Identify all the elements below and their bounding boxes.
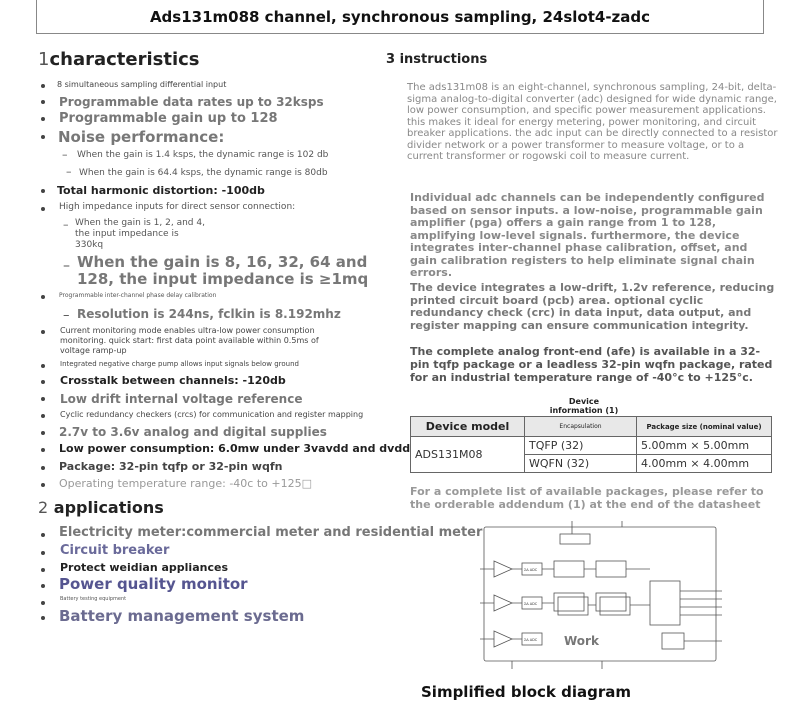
reference-block [560, 534, 590, 544]
bullet [41, 533, 45, 537]
bullet [41, 207, 45, 211]
char-item-line: voltage ramp-up [60, 346, 127, 355]
bullet [41, 135, 45, 139]
bullet [41, 616, 45, 620]
diagram-caption: Simplified block diagram [421, 683, 632, 701]
section3-heading: 3 instructions [386, 52, 488, 67]
char-subitem: 128, the input impedance is ≥1mq [77, 270, 369, 288]
char-subitem: the input impedance is [75, 229, 179, 239]
bullet [41, 431, 45, 435]
bullet [41, 189, 45, 193]
document-title: Ads131m088 channel, synchronous sampling, 24slot4-zadc [149, 7, 651, 26]
table-header-row [411, 417, 772, 437]
char-item: Integrated negative charge pump allows input signals below ground [60, 360, 299, 368]
char-item: Low power consumption: 6.0mw under 3vavdd and dvdd [59, 442, 411, 455]
bullet [41, 466, 45, 470]
bullet [41, 364, 45, 368]
dash-marker: – [63, 308, 70, 323]
char-item: Programmable gain up to 128 [59, 111, 278, 126]
title-bar [36, 0, 764, 34]
table-header: Encapsulation [525, 417, 637, 437]
adc-label: ΣΔ ADC [524, 638, 538, 642]
pga-3 [494, 631, 512, 647]
app-item: Circuit breaker [60, 543, 170, 558]
bullet [41, 397, 45, 401]
bullet [41, 601, 45, 605]
instructions-paragraph-4: The complete analog front-end (afe) is available in a 32-pin tqfp package or a leadless 32-pin wqfn package, rated for an industrial temperature range of -40°c to +125°c. [410, 345, 773, 384]
phase-shift-1 [554, 561, 584, 577]
pga-2 [494, 595, 512, 611]
gain-cal-3 [600, 597, 630, 615]
pga-1 [494, 561, 512, 577]
instructions-paragraph-3: The device integrates a low-drift, 1.2v reference, reducing printed circuit board (pcb) area. optional cyclic redundancy check (crc) in data input, data output, and register mapping can ensure communication integrity. [410, 281, 775, 332]
adc-label: ΣΔ ADC [524, 602, 538, 606]
gain-cal-2 [596, 593, 626, 611]
char-item: Current monitoring mode enables ultra-low power consumption [60, 326, 315, 335]
phase-shift-2 [554, 593, 584, 611]
char-item-line: monitoring. quick start: first data point available within 0.5ms of [60, 336, 319, 345]
instructions-paragraph-1: The ads131m08 is an eight-channel, synchronous sampling, 24-bit, delta-sigma analog-to-digital converter (adc) designed for wide dynamic range, low power consumption, and specific power measurement applications. this makes it ideal for energy metering, power monitoring, and circuit breaker applications. the adc input can be directly connected to a resistor divider network or a power transformer to measure voltage, or to a current transformer or rogowski coil to measure current. [407, 82, 778, 162]
app-item: Battery management system [59, 607, 305, 625]
bullet [41, 584, 45, 588]
bullet [41, 568, 45, 572]
char-item: Programmable data rates up to 32ksps [59, 95, 324, 109]
char-subitem: 330kq [75, 240, 104, 250]
char-item: Package: 32-pin tqfp or 32-pin wqfn [59, 460, 283, 473]
bullet [41, 448, 45, 452]
section2-heading: 2 applications [38, 498, 164, 517]
bullet [41, 551, 45, 555]
char-item: 2.7v to 3.6v analog and digital supplies [59, 425, 327, 439]
section1-heading: 1characteristics [38, 49, 200, 70]
block-diagram [472, 521, 730, 669]
phase-shift-3 [558, 597, 588, 615]
char-item: Cyclic redundancy checkers (crcs) for communication and register mapping [60, 410, 364, 419]
char-item: High impedance inputs for direct sensor connection: [59, 202, 296, 212]
char-subitem: Resolution is 244ns, fclkin is 8.192mhz [77, 307, 341, 321]
device-info-table [410, 416, 772, 473]
gain-cal-1 [596, 561, 626, 577]
app-item: Battery testing equipment [60, 596, 127, 602]
control-block [650, 581, 680, 625]
diagram-label: Work [564, 634, 599, 648]
bullet [41, 380, 45, 384]
char-subitem: When the gain is 8, 16, 32, 64 and [77, 253, 368, 271]
bullet [41, 117, 45, 121]
table-cell: TQFP (32) [525, 437, 637, 455]
bullet [41, 295, 45, 299]
bullet [41, 414, 45, 418]
app-item: Protect weidian appliances [60, 561, 228, 574]
bullet [41, 100, 45, 104]
char-subitem: When the gain is 1, 2, and 4, [75, 218, 205, 228]
diagram-outline [484, 527, 716, 661]
char-item: Total harmonic distortion: -100db [57, 184, 265, 197]
dash-marker: – [66, 165, 72, 178]
table-row [411, 437, 772, 455]
char-item: Noise performance: [58, 128, 225, 146]
dash-marker: – [63, 218, 69, 231]
table-header: Device model [411, 417, 525, 437]
table-cell-model: ADS131M08 [411, 437, 525, 473]
char-item: Programmable inter-channel phase delay calibration [59, 292, 217, 299]
app-item: Power quality monitor [59, 575, 248, 593]
instructions-paragraph-5: For a complete list of available packages, please refer to the orderable addendum (1) at the end of the datasheet [410, 485, 764, 511]
dash-marker: – [63, 258, 70, 274]
clock-block [662, 633, 684, 649]
bullet [41, 330, 45, 334]
instructions-paragraph-2: Individual adc channels can be independently configured based on sensor inputs. a low-noise, programmable gain amplifier (pga) offers a gain range from 1 to 128, amplifying low-level signals. furthermore, the device integrates inter-channel phase calibration, offset, and gain calibration registers to help eliminate signal chain errors. [410, 191, 765, 279]
char-item: 8 simultaneous sampling differential input [57, 80, 227, 89]
bullet [41, 84, 45, 88]
table-cell: 4.00mm × 4.00mm [637, 455, 772, 473]
char-item: Crosstalk between channels: -120db [60, 374, 286, 387]
table-cell: 5.00mm × 5.00mm [637, 437, 772, 455]
table-header: Package size (nominal value) [637, 417, 772, 437]
char-subitem: When the gain is 1.4 ksps, the dynamic range is 102 db [77, 150, 329, 160]
app-item: Electricity meter:commercial meter and residential meter [59, 525, 483, 540]
char-subitem: When the gain is 64.4 ksps, the dynamic range is 80db [79, 168, 328, 178]
bullet [41, 483, 45, 487]
char-item: Low drift internal voltage reference [60, 392, 303, 406]
char-item: Operating temperature range: -40c to +125□ [59, 477, 312, 490]
dash-marker: – [62, 148, 68, 161]
table-cell: WQFN (32) [525, 455, 637, 473]
table-caption: Device information (1) [549, 397, 619, 415]
adc-label: ΣΔ ADC [524, 568, 538, 572]
